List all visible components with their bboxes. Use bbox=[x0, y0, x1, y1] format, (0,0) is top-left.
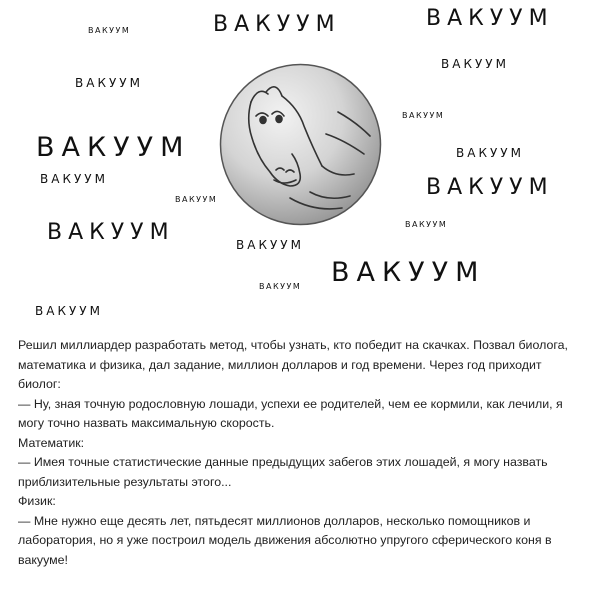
vacuum-word: ВАКУУМ bbox=[213, 12, 341, 37]
vacuum-word: ВАКУУМ bbox=[36, 132, 191, 163]
joke-text bbox=[18, 336, 584, 570]
physicist-reply: — Мне нужно еще десять лет, пятьдесят миллионов долларов, несколько помощников и лаборатория, но я уже построил модель движения абсолютно упругого сферического коня в вакууме! bbox=[18, 513, 552, 567]
vacuum-word: ВАКУУМ bbox=[35, 304, 103, 318]
vacuum-word: ВАКУУМ bbox=[405, 220, 448, 229]
physicist-label: Физик: bbox=[18, 494, 56, 508]
vacuum-word: ВАКУУМ bbox=[259, 282, 302, 291]
mathematician-label: Математик: bbox=[18, 435, 85, 450]
vacuum-word: ВАКУУМ bbox=[441, 57, 509, 71]
vacuum-word: ВАКУУМ bbox=[426, 6, 554, 31]
vacuum-word: ВАКУУМ bbox=[47, 220, 175, 245]
spherical-horse-icon bbox=[218, 62, 383, 227]
vacuum-word: ВАКУУМ bbox=[456, 146, 524, 160]
vacuum-word: ВАКУУМ bbox=[426, 175, 554, 200]
vacuum-word: ВАКУУМ bbox=[331, 257, 486, 288]
vacuum-word: ВАКУУМ bbox=[175, 195, 218, 204]
vacuum-word: ВАКУУМ bbox=[75, 76, 143, 90]
joke-intro: Решил миллиардер разработать метод, чтобы узнать, кто победит на скачках. Позвал биолога, математика и физика, дал задание, миллион долларов и год времени. Через год приходит биолог: bbox=[18, 338, 568, 391]
vacuum-word: ВАКУУМ bbox=[402, 111, 445, 120]
biologist-reply: — Ну, зная точную родословную лошади, успехи ее родителей, чем ее кормили, как лечили, я могу точно назвать максимальную скорость. bbox=[18, 396, 563, 430]
vacuum-word: ВАКУУМ bbox=[40, 172, 108, 186]
vacuum-word: ВАКУУМ bbox=[88, 26, 131, 35]
vacuum-word: ВАКУУМ bbox=[236, 238, 304, 252]
mathematician-reply: — Имея точные статистические данные предыдущих забегов этих лошадей, я могу назвать приблизительные результаты этого... bbox=[18, 455, 548, 489]
